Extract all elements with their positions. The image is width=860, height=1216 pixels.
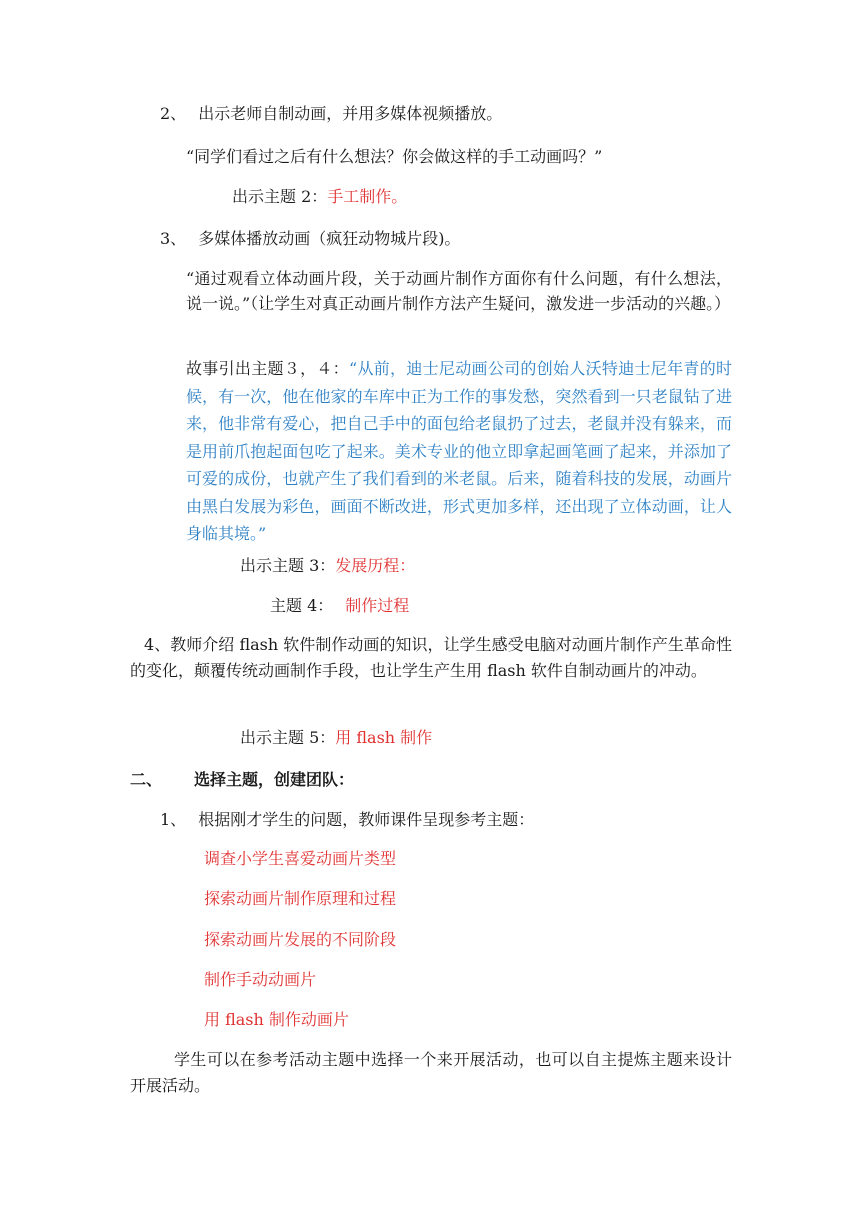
story-text: “从前，迪士尼动画公司的创始人沃特迪士尼年青的时候，有一次，他在他家的车库中正为工作的事发愁，突然看到一只老鼠钻了进来，他非常有爱心，把自己手中的面包给老鼠扔了过去，老鼠并没有躲来，而是用前爪抱起面包吃了起来。美术专业的他立即拿起画笔画了起来，并添加了可爱的成份，也就产生了我们看到的米老鼠。后来，随着科技的发展，动画片由黑白发展为彩色，画面不断改进，形式更加多样，还出现了立体动画，让人身临其境。” bbox=[186, 359, 732, 543]
story-paragraph bbox=[186, 355, 732, 548]
reference-topic: 探索动画片制作原理和过程 bbox=[204, 889, 397, 908]
topic-prefix: 出示主题 3： bbox=[240, 556, 336, 575]
topic-title: 发展历程： bbox=[335, 556, 416, 575]
closing-paragraph: 学生可以在参考活动主题中选择一个来开展活动，也可以自主提炼主题来设计开展活动。 bbox=[130, 1050, 732, 1095]
item-4-paragraph: 4、教师介绍 flash 软件制作动画的知识，让学生感受电脑对动画片制作产生革命性的变化，颠覆传统动画制作手段，也让学生产生用 flash 软件自制动画片的冲动。 bbox=[130, 635, 732, 680]
topic-4-line bbox=[270, 595, 409, 617]
quote-paragraph-2: “通过观看立体动画片段，关于动画片制作方面你有什么问题，有什么想法，说一说。”（让学生对真正动画片制作方法产生疑问，激发进一步活动的兴趣。） bbox=[186, 269, 732, 313]
topic-prefix: 出示主题 5： bbox=[240, 728, 336, 747]
list-number: 3、 bbox=[160, 229, 187, 248]
topic-5-line bbox=[240, 727, 432, 749]
section-title: 选择主题，创建团队： bbox=[194, 770, 355, 789]
topic-title: 制作过程 bbox=[345, 596, 410, 615]
topic-title: 用 flash 制作 bbox=[335, 728, 433, 747]
list-text: 根据刚才学生的问题，教师课件呈现参考主题： bbox=[198, 810, 535, 829]
list-number: 1、 bbox=[160, 810, 187, 829]
reference-topic: 制作手动动画片 bbox=[204, 970, 317, 989]
topic-3-line bbox=[240, 555, 415, 577]
list-text: 多媒体播放动画（疯狂动物城片段)。 bbox=[198, 229, 461, 248]
reference-topic: 调查小学生喜爱动画片类型 bbox=[204, 849, 397, 868]
list-item-2 bbox=[160, 103, 502, 125]
reference-topic: 用 flash 制作动画片 bbox=[204, 1010, 349, 1029]
list-text: 出示老师自制动画，并用多媒体视频播放。 bbox=[198, 104, 503, 123]
story-prefix: 故事引出主题３，４： bbox=[186, 359, 349, 378]
reference-topic: 探索动画片发展的不同阶段 bbox=[204, 930, 397, 949]
section-heading-2 bbox=[130, 769, 354, 791]
topic-prefix: 主题 4： bbox=[270, 596, 334, 615]
list-number: 2、 bbox=[160, 104, 187, 123]
list-item-1 bbox=[160, 809, 534, 831]
section-number: 二、 bbox=[130, 770, 163, 789]
list-item-3 bbox=[160, 228, 460, 250]
topic-title: 手工制作。 bbox=[327, 187, 408, 206]
topic-prefix: 出示主题 2： bbox=[232, 187, 328, 206]
topic-2-line bbox=[232, 186, 407, 208]
quote-paragraph-1: “同学们看过之后有什么想法？你会做这样的手工动画吗？” bbox=[186, 147, 603, 166]
